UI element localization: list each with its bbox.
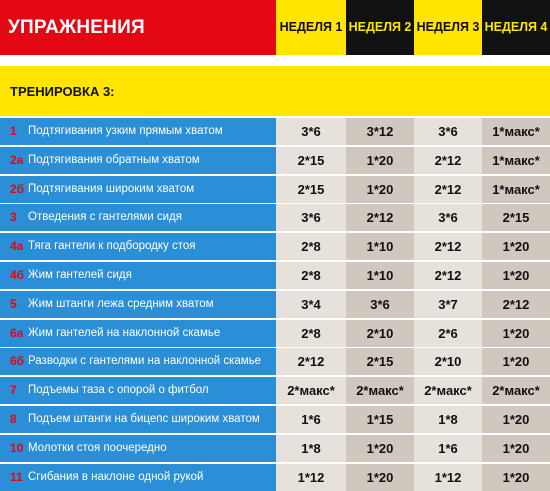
table-row — [0, 435, 550, 462]
exercises-column-title: УПРАЖНЕНИЯ — [0, 0, 276, 55]
week-2-value: 1*15 — [346, 406, 414, 433]
exercise-number: 6а — [10, 325, 24, 340]
week-4-value: 1*макс* — [482, 118, 550, 145]
week-2-value: 2*10 — [346, 320, 414, 347]
week-2-value: 1*20 — [346, 435, 414, 462]
week-4-value: 1*20 — [482, 435, 550, 462]
week-4-header: НЕДЕЛЯ 4 — [482, 0, 550, 55]
week-3-value: 2*12 — [414, 176, 482, 203]
exercise-number: 5 — [10, 296, 17, 311]
week-4-value: 1*20 — [482, 262, 550, 289]
exercise-cell — [0, 377, 276, 404]
table-row — [0, 348, 550, 375]
week-3-value: 2*12 — [414, 233, 482, 260]
week-2-value: 1*20 — [346, 176, 414, 203]
table-row — [0, 464, 550, 491]
exercise-name: Жим штанги лежа средним хватом — [28, 297, 214, 310]
exercise-number: 10 — [10, 440, 24, 455]
exercise-number: 2а — [10, 152, 24, 167]
exercise-cell — [0, 406, 276, 433]
table-header — [0, 0, 550, 55]
week-3-header: НЕДЕЛЯ 3 — [414, 0, 482, 55]
week-2-value: 1*10 — [346, 262, 414, 289]
exercise-cell — [0, 291, 276, 318]
week-2-value: 2*12 — [346, 204, 414, 231]
table-row — [0, 320, 550, 347]
week-2-value: 3*12 — [346, 118, 414, 145]
week-1-value: 3*4 — [276, 291, 346, 318]
exercise-name: Жим гантелей на наклонной скамье — [28, 326, 221, 339]
week-4-value: 2*макс* — [482, 377, 550, 404]
exercise-name: Отведения с гантелями сидя — [28, 211, 182, 224]
week-1-value: 3*6 — [276, 118, 346, 145]
workout-title: ТРЕНИРОВКА 3: — [10, 84, 115, 99]
exercise-number: 11 — [10, 469, 23, 484]
exercise-number: 7 — [10, 383, 17, 398]
week-3-value: 3*6 — [414, 204, 482, 231]
table-row — [0, 176, 550, 203]
exercise-cell — [0, 348, 276, 375]
exercise-cell — [0, 176, 276, 203]
exercise-cell — [0, 435, 276, 462]
exercise-number: 8 — [10, 412, 17, 426]
table-row — [0, 147, 550, 174]
week-2-value: 2*15 — [346, 348, 414, 375]
exercise-cell — [0, 262, 276, 289]
exercise-cell — [0, 320, 276, 347]
exercise-name: Молотки стоя поочередно — [28, 441, 167, 454]
week-1-value: 2*макс* — [276, 377, 346, 404]
exercise-name: Подтягивания узким прямым хватом — [28, 125, 223, 137]
week-3-value: 3*7 — [414, 291, 482, 318]
week-3-value: 1*8 — [414, 406, 482, 433]
table-row — [0, 262, 550, 289]
week-3-value: 1*6 — [414, 435, 482, 462]
exercise-name: Подъемы таза с опорой о фитбол — [28, 384, 209, 397]
table-row — [0, 406, 550, 433]
week-2-value: 1*20 — [346, 464, 414, 491]
week-1-header: НЕДЕЛЯ 1 — [276, 0, 346, 55]
week-3-value: 2*макс* — [414, 377, 482, 404]
exercise-name: Сгибания в наклоне одной рукой — [28, 470, 204, 483]
week-1-value: 2*8 — [276, 233, 346, 260]
exercise-number: 4а — [10, 239, 24, 254]
table-row — [0, 204, 550, 231]
week-2-value: 3*6 — [346, 291, 414, 318]
exercise-name: Тяга гантели к подбородку стоя — [28, 240, 196, 253]
exercise-name: Жим гантелей сидя — [28, 269, 132, 281]
week-4-value: 1*20 — [482, 233, 550, 260]
week-1-value: 1*8 — [276, 435, 346, 462]
exercise-cell — [0, 464, 276, 491]
week-4-value: 1*20 — [482, 464, 550, 491]
exercise-number: 1 — [10, 124, 17, 138]
week-2-value: 1*10 — [346, 233, 414, 260]
week-4-value: 2*15 — [482, 204, 550, 231]
table-row — [0, 377, 550, 404]
week-4-value: 1*20 — [482, 320, 550, 347]
week-1-value: 2*8 — [276, 262, 346, 289]
table-row — [0, 118, 550, 145]
exercise-cell — [0, 118, 276, 145]
week-4-value: 1*20 — [482, 348, 550, 375]
week-1-value: 3*6 — [276, 204, 346, 231]
exercise-number: 6б — [10, 354, 25, 369]
exercise-cell — [0, 204, 276, 231]
exercise-cell — [0, 233, 276, 260]
week-3-value: 2*10 — [414, 348, 482, 375]
week-3-value: 1*12 — [414, 464, 482, 491]
week-4-value: 1*макс* — [482, 147, 550, 174]
week-3-value: 3*6 — [414, 118, 482, 145]
week-2-value: 2*макс* — [346, 377, 414, 404]
week-1-value: 2*15 — [276, 176, 346, 203]
table-row — [0, 291, 550, 318]
exercise-name: Разводки с гантелями на наклонной скамье — [28, 355, 262, 368]
week-1-value: 2*15 — [276, 147, 346, 174]
exercise-number: 2б — [10, 181, 25, 196]
week-1-value: 2*8 — [276, 320, 346, 347]
exercise-name: Подъем штанги на бицепс широким хватом — [28, 413, 260, 425]
week-2-header: НЕДЕЛЯ 2 — [346, 0, 414, 55]
exercise-number: 3 — [10, 210, 17, 225]
week-1-value: 1*12 — [276, 464, 346, 491]
exercise-name: Подтягивания обратным хватом — [28, 153, 200, 166]
week-3-value: 2*12 — [414, 147, 482, 174]
week-4-value: 1*макс* — [482, 176, 550, 203]
week-4-value: 2*12 — [482, 291, 550, 318]
exercise-number: 4б — [10, 268, 25, 282]
exercise-cell — [0, 147, 276, 174]
week-3-value: 2*12 — [414, 262, 482, 289]
week-2-value: 1*20 — [346, 147, 414, 174]
week-4-value: 1*20 — [482, 406, 550, 433]
week-3-value: 2*6 — [414, 320, 482, 347]
week-1-value: 1*6 — [276, 406, 346, 433]
week-1-value: 2*12 — [276, 348, 346, 375]
table-row — [0, 233, 550, 260]
exercise-name: Подтягивания широким хватом — [28, 182, 195, 195]
